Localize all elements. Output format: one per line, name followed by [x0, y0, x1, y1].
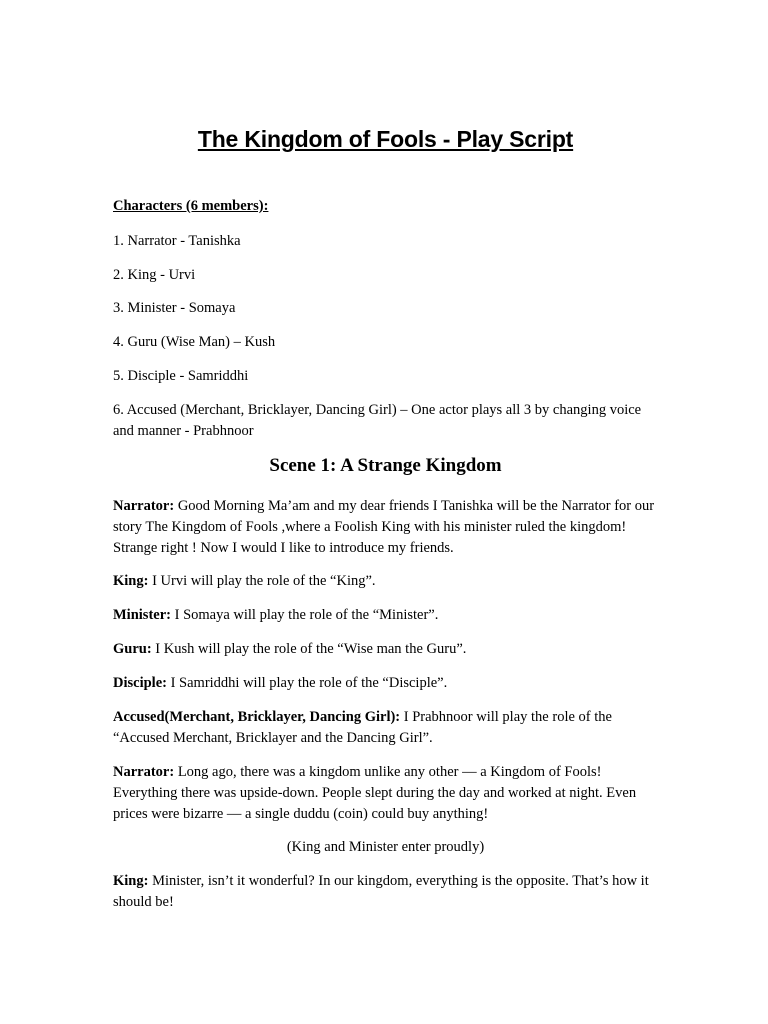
stage-direction: (King and Minister enter proudly) — [286, 839, 485, 855]
dialogue-line — [113, 571, 658, 592]
document-title: The Kingdom of Fools - Play Script — [197, 126, 574, 152]
dialogue-text: I Prabhnoor will play the role of the “Accused Merchant, Bricklayer and the Dancing Girl”. — [113, 709, 612, 746]
dialogue-text: I Urvi will play the role of the “King”. — [148, 573, 376, 589]
dialogue-line — [113, 707, 658, 749]
speaker-name: King: — [113, 873, 149, 889]
speaker-name: Accused(Merchant, Bricklayer, Dancing Girl): — [113, 709, 401, 725]
characters-heading: Characters (6 members): — [113, 198, 269, 214]
dialogue-text: Good Morning Ma’am and my dear friends I Tanishka will be the Narrator for our story The Kingdom of Fools ,where a Foolish King with his minister ruled the kingdom! Strange right ! Now I would I like to introduce my friends. — [113, 498, 655, 556]
speaker-name: Narrator: — [113, 498, 175, 514]
speaker-name: Narrator: — [113, 764, 175, 780]
dialogue-text: I Somaya will play the role of the “Minister”. — [170, 607, 439, 623]
character-item: 1. Narrator - Tanishka — [113, 233, 241, 249]
dialogue-line — [113, 639, 658, 660]
speaker-name: Disciple: — [113, 675, 167, 691]
scene-heading: Scene 1: A Strange Kingdom — [269, 455, 502, 476]
character-item: 4. Guru (Wise Man) – Kush — [113, 334, 276, 350]
dialogue-text: I Kush will play the role of the “Wise man the Guru”. — [151, 641, 467, 657]
dialogue-line — [113, 605, 658, 626]
dialogue-text: Minister, isn’t it wonderful? In our kingdom, everything is the opposite. That’s how it should be! — [113, 873, 649, 910]
dialogue-line — [113, 871, 658, 913]
character-item: 6. Accused (Merchant, Bricklayer, Dancing Girl) – One actor plays all 3 by changing voice and manner - Prabhnoor — [113, 402, 642, 439]
character-item: 2. King - Urvi — [113, 267, 196, 283]
dialogue-line — [113, 496, 658, 559]
speaker-name: King: — [113, 573, 149, 589]
dialogue-text: I Samriddhi will play the role of the “Disciple”. — [166, 675, 448, 691]
speaker-name: Minister: — [113, 607, 171, 623]
dialogue-line — [113, 762, 658, 825]
character-item: 5. Disciple - Samriddhi — [113, 368, 249, 384]
dialogue-text: Long ago, there was a kingdom unlike any other — a Kingdom of Fools! Everything there was upside-down. People slept during the day and worked at night. Even prices were bizarre — a single duddu (coin) could buy anything! — [113, 764, 637, 822]
character-item: 3. Minister - Somaya — [113, 300, 236, 316]
speaker-name: Guru: — [113, 641, 152, 657]
dialogue-line — [113, 673, 658, 694]
